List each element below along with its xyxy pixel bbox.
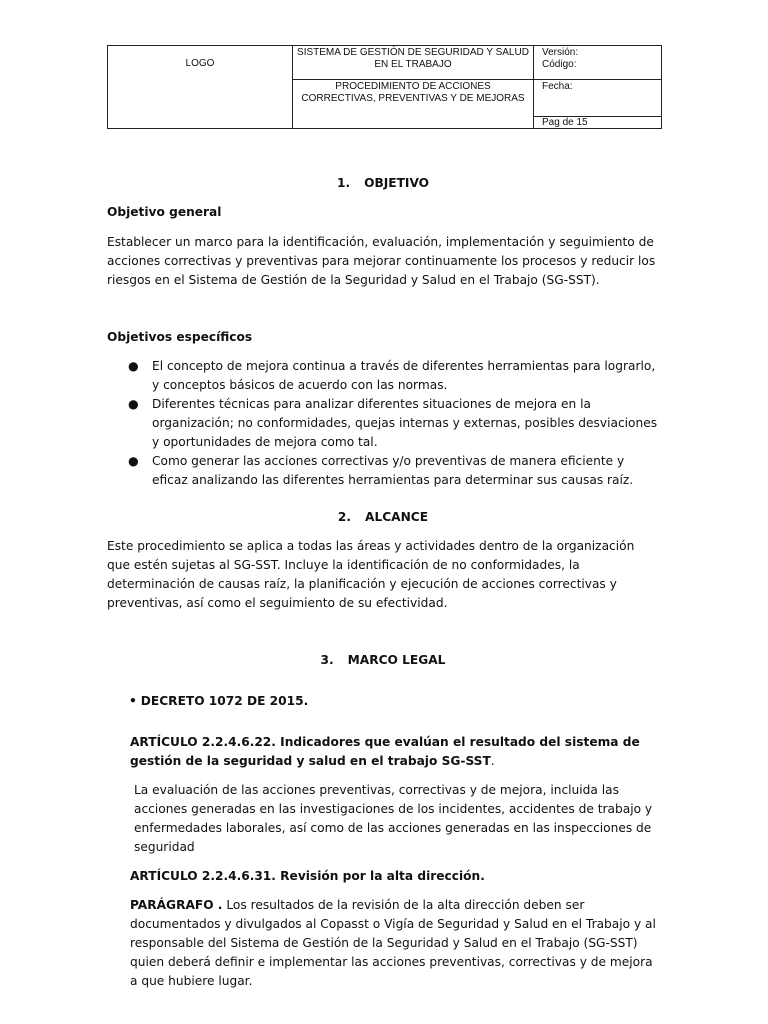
code-label: Código: xyxy=(542,58,577,70)
list-item xyxy=(128,357,659,395)
article-2246-22-text: La evaluación de las acciones preventivas, correctivas y de mejora, incluida las acciones generadas en las investigaciones de los incidentes, accidentes de trabajo y enfermedades laborales, así como de las acciones generadas en las inspecciones de seguridad xyxy=(134,783,653,855)
section-title: MARCO LEGAL xyxy=(347,653,446,667)
logo-placeholder: LOGO xyxy=(108,46,293,129)
section-number: 2. xyxy=(337,510,352,524)
section-title: ALCANCE xyxy=(365,510,429,524)
system-title: SISTEMA DE GESTIÓN DE SEGURIDAD Y SALUD EN EL TRABAJO xyxy=(293,46,534,80)
bullet-icon: ● xyxy=(128,454,139,468)
bullet-icon: • xyxy=(129,694,137,709)
specific-objectives-heading: Objetivos específicos xyxy=(107,330,253,344)
section-heading-objetivo xyxy=(107,174,659,193)
decree-title: DECRETO 1072 DE 2015. xyxy=(140,694,309,709)
bullet-icon: ● xyxy=(128,359,139,373)
bullet-icon: ● xyxy=(128,397,139,411)
list-item xyxy=(128,452,659,490)
document-header-table xyxy=(107,45,662,129)
general-objective-text: Establecer un marco para la identificación, evaluación, implementación y seguimiento de acciones correctivas y preventivas para mejorar continuamente los procesos y reducir los riesgos en el Sistema de Gestión de la Seguridad y Salud en el Trabajo (SG-SST). xyxy=(107,235,656,287)
date-label: Fecha: xyxy=(534,80,662,116)
section-number: 1. xyxy=(336,176,351,190)
scope-text: Este procedimiento se aplica a todas las áreas y actividades dentro de la organización que estén sujetas al SG-SST. Incluye la identificación de no conformidades, la determinación de causas raíz, la planificación y ejecución de acciones correctivas y preventivas, así como el seguimiento de su efectividad. xyxy=(107,539,635,610)
procedure-title: PROCEDIMIENTO DE ACCIONES CORRECTIVAS, PREVENTIVAS Y DE MEJORAS xyxy=(293,80,534,129)
article-2246-31-title: ARTÍCULO 2.2.4.6.31. Revisión por la alta dirección. xyxy=(130,869,485,884)
decree-item xyxy=(107,692,659,711)
article-title-period: . xyxy=(490,754,495,769)
article-title: ARTÍCULO 2.2.4.6.22. Indicadores que evalúan el resultado del sistema de gestión de la seguridad y salud en el trabajo SG-SST xyxy=(130,735,640,769)
general-objective-heading: Objetivo general xyxy=(107,205,222,219)
list-item-text: El concepto de mejora continua a través de diferentes herramientas para lograrlo, y conceptos básicos de acuerdo con las normas. xyxy=(152,359,656,392)
section-heading-alcance xyxy=(107,508,659,527)
section-number: 3. xyxy=(320,653,334,667)
specific-objectives-list xyxy=(107,357,659,490)
list-item-text: Como generar las acciones correctivas y/o preventivas de manera eficiente y eficaz analizando las diferentes herramientas para determinar sus causas raíz. xyxy=(152,454,634,487)
page-label: Pag de 15 xyxy=(534,116,662,128)
paragrafo xyxy=(107,896,659,991)
article-2246-22 xyxy=(107,733,659,771)
paragrafo-text: Los resultados de la revisión de la alta dirección deben ser documentados y divulgados al Copasst o Vigía de Seguridad y Salud en el Trabajo y al responsable del Sistema de Gestión de la Seguridad y Salud en el Trabajo (SG-SST) quien deberá definir e implementar las acciones preventivas, correctivas y de mejora a que hubiere lugar. xyxy=(130,898,656,989)
version-label: Versión: xyxy=(542,47,579,58)
list-item xyxy=(128,395,659,452)
version-code-cell xyxy=(534,46,662,80)
section-heading-marco-legal xyxy=(107,651,659,670)
list-item-text: Diferentes técnicas para analizar diferentes situaciones de mejora en la organización; no conformidades, quejas internas y externas, posibles desviaciones y oportunidades de mejora como tal. xyxy=(152,397,658,449)
document-body xyxy=(107,174,659,991)
section-title: OBJETIVO xyxy=(364,176,430,190)
paragrafo-label: PARÁGRAFO . xyxy=(130,898,223,913)
